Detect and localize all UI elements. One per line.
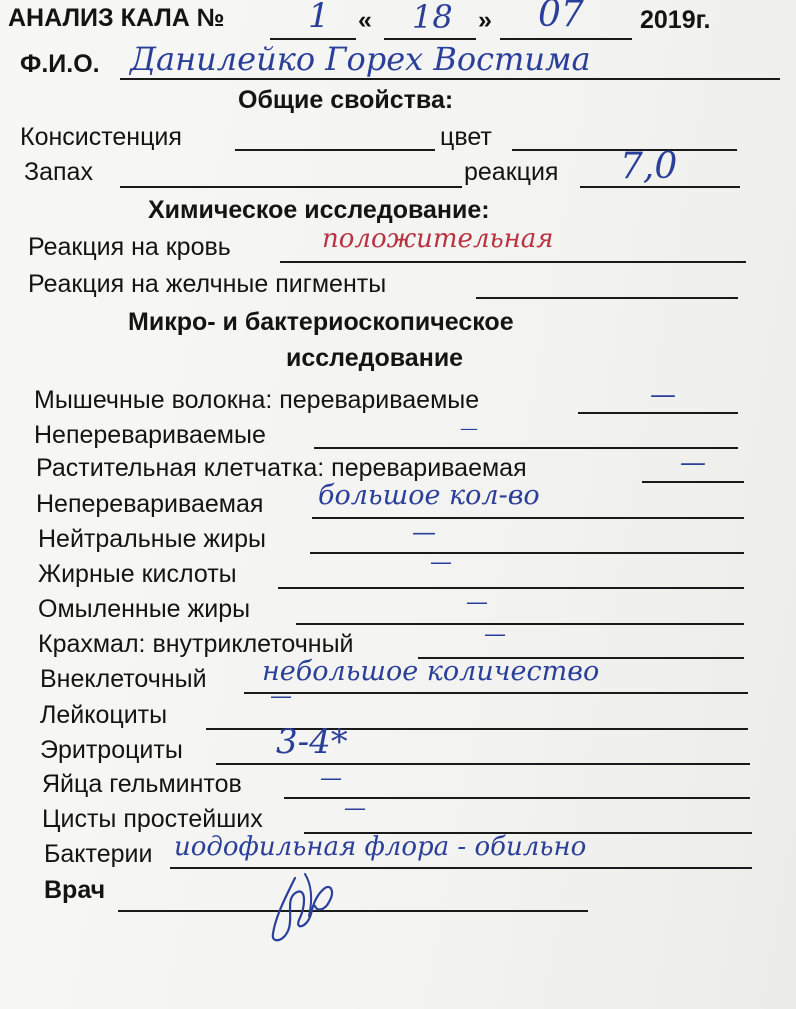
consistency-label: Консистенция <box>20 123 182 151</box>
form-day: 18 <box>412 0 453 36</box>
starch-extra-value: небольшое количество <box>262 656 600 687</box>
plant-undigested-line <box>312 517 744 519</box>
muscle-undigested-value: — <box>460 418 478 439</box>
section-micro-title-2: исследование <box>286 344 464 372</box>
muscle-digested-label: Мышечные волокна: перевариваемые <box>34 386 480 414</box>
consistency-line <box>235 149 435 151</box>
plant-digested-line <box>642 481 744 483</box>
muscle-digested-line <box>578 412 738 414</box>
leukocytes-label: Лейкоциты <box>40 701 168 729</box>
starch-extra-label: Внеклеточный <box>40 665 207 693</box>
neutral-fats-label: Нейтральные жиры <box>38 525 266 553</box>
plant-undigested-value: большое кол-во <box>318 480 540 511</box>
reaction-label: реакция <box>464 158 559 186</box>
form-number: 1 <box>308 0 330 36</box>
starch-intra-value: — <box>484 622 506 647</box>
erythrocytes-value: 3-4* <box>276 722 348 762</box>
muscle-digested-value: — <box>650 380 676 410</box>
plant-digested-value: — <box>680 448 706 478</box>
bile-pigments-label: Реакция на желчные пигменты <box>28 270 387 298</box>
protozoa-cysts-label: Цисты простейших <box>42 805 263 833</box>
section-general-title: Общие свойства: <box>238 86 454 114</box>
fio-value: Данилейко Горех Востима <box>130 40 591 78</box>
muscle-undigested-label: Неперевариваемые <box>34 421 266 449</box>
plant-digested-label: Растительная клетчатка: перевариваемая <box>36 454 527 482</box>
section-chemical-title: Химическое исследование: <box>148 196 490 224</box>
helminth-eggs-label: Яйца гельминтов <box>42 770 242 798</box>
smell-line <box>120 186 462 188</box>
fatty-acids-label: Жирные кислоты <box>38 560 237 588</box>
erythrocytes-line <box>216 763 750 765</box>
protozoa-cysts-value: — <box>344 796 366 821</box>
blood-reaction-line <box>280 261 746 263</box>
doctor-signature <box>255 868 345 948</box>
smell-label: Запах <box>24 158 93 186</box>
plant-undigested-label: Неперевариваемая <box>36 490 264 518</box>
bacteria-label: Бактерии <box>44 840 153 868</box>
neutral-fats-value: — <box>412 518 436 546</box>
form-title: АНАЛИЗ КАЛА № <box>8 4 225 32</box>
soaps-line <box>296 623 744 625</box>
day-open-quote: « <box>358 6 372 34</box>
day-close-quote: » <box>478 6 492 34</box>
starch-intra-label: Крахмал: внутриклеточный <box>38 630 354 658</box>
section-micro-title-1: Микро- и бактериоскопическое <box>128 308 514 336</box>
muscle-undigested-line <box>314 447 738 449</box>
fio-line <box>120 78 780 80</box>
form-month: 07 <box>538 0 584 35</box>
erythrocytes-label: Эритроциты <box>40 736 183 764</box>
blood-reaction-label: Реакция на кровь <box>28 233 231 261</box>
doctor-label: Врач <box>44 876 106 904</box>
neutral-fats-line <box>310 552 744 554</box>
fatty-acids-value: — <box>430 550 452 575</box>
soaps-value: — <box>466 590 488 615</box>
blood-reaction-value: положительная <box>322 224 554 254</box>
bacteria-value: иодофильная флора - обильно <box>174 832 587 862</box>
leukocytes-value: — <box>270 684 292 709</box>
bile-pigments-line <box>476 297 738 299</box>
reaction-value: 7,0 <box>620 146 678 187</box>
color-label: цвет <box>440 123 492 151</box>
fio-label: Ф.И.О. <box>20 50 100 78</box>
doctor-line <box>118 910 588 912</box>
starch-extra-line <box>244 692 748 694</box>
form-year: 2019г. <box>640 6 711 34</box>
fatty-acids-line <box>278 587 744 589</box>
helminth-eggs-value: — <box>320 766 342 791</box>
soaps-label: Омыленные жиры <box>38 595 251 623</box>
